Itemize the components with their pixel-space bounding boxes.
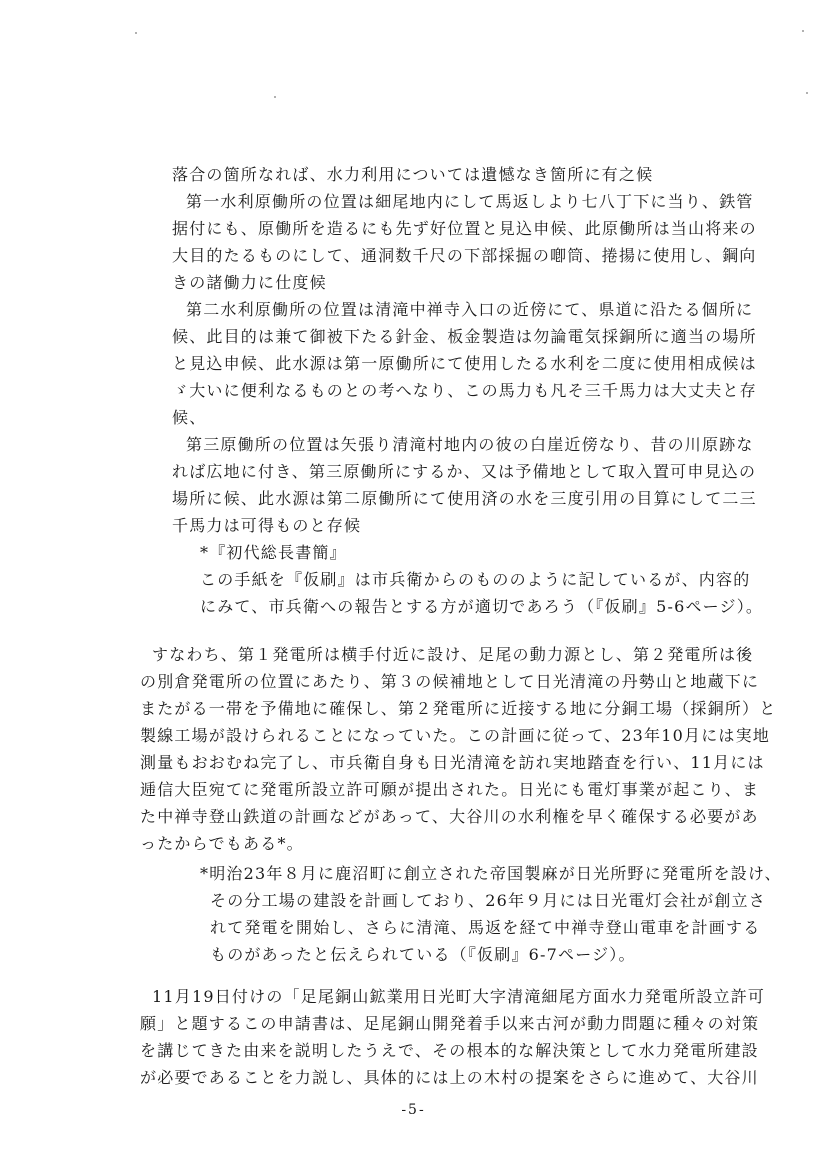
footnote-line: この手紙を『仮刷』は市兵衛からのもののように記しているが、内容的	[200, 570, 751, 589]
letter-quote-line: きの諸働力に仕度候	[172, 273, 327, 292]
body-line: が必要であることを力説し、具体的には上の木村の提案をさらに進めて、大谷川	[140, 1068, 759, 1087]
letter-quote-line: 第二水利原働所の位置は清滝中禅寺入口の近傍にて、県道に沿たる個所に	[186, 300, 754, 319]
footnote-line: ものがあったと伝えられている（『仮刷』6-7ページ）。	[210, 945, 636, 964]
letter-quote-line: 千馬力は可得ものと存候	[172, 516, 362, 535]
body-line: ったからでもある*。	[140, 834, 304, 853]
letter-quote-line: 場所に候、此水源は第二原働所にて使用済の水を三度引用の目算にして二三	[172, 489, 757, 508]
body-line: またがる一帯を予備地に確保し、第２発電所に近接する地に分銅工場（採銅所）と	[140, 699, 777, 718]
letter-quote-line: 第一水利原働所の位置は細尾地内にして馬返しより七八丁下に当り、鉄管	[186, 192, 754, 211]
footnote-line: れて発電を開始し、さらに清滝、馬返を経て中禅寺登山電車を計画する	[210, 918, 761, 937]
body-line: 測量もおおむね完了し、市兵衛自身も日光清滝を訪れ実地踏査を行い、11月には	[140, 753, 765, 772]
letter-quote-line: 候、	[172, 408, 207, 427]
body-line: を講じてきた由来を説明したうえで、その根本的な解決策として水力発電所建設	[140, 1041, 759, 1060]
letter-quote-line: ゞ大いに便利なるものとの考へなり、この馬力も凡そ三千馬力は大丈夫と存	[172, 381, 757, 400]
body-line: 製線工場が設けられることになっていた。この計画に従って、23年10月には実地	[140, 726, 770, 745]
scan-speck	[806, 92, 808, 94]
footnote-line: にみて、市兵衛への報告とする方が適切であろう（『仮刷』5-6ページ）。	[200, 597, 764, 616]
body-line: た中禅寺登山鉄道の計画などがあって、大谷川の水利権を早く確保する必要があ	[140, 807, 759, 826]
letter-quote-line: 落合の箇所なれば、水力利用については遺憾なき箇所に有之候	[172, 165, 654, 184]
body-line: の別倉発電所の位置にあたり、第３の候補地として日光清滝の丹勢山と地蔵下に	[140, 672, 760, 691]
footnote-line: *明治23年８月に鹿沼町に創立された帝国製麻が日光所野に発電所を設け、	[200, 864, 782, 883]
footnote-line: *『初代総長書簡』	[200, 543, 347, 562]
footnote-line: その分工場の建設を計画しており、26年９月には日光電灯会社が創立さ	[210, 891, 766, 910]
scan-speck	[274, 96, 276, 98]
letter-quote-line: 大目的たるものにして、通洞数千尺の下部採掘の喞筒、捲揚に使用し、鋼向	[172, 246, 757, 265]
letter-quote-line: 候、此目的は兼て御被下たる針金、板金製造は勿論電気採銅所に適当の場所	[172, 327, 757, 346]
page-number: -5-	[401, 1102, 426, 1118]
letter-quote-line: と見込申候、此水源は第一原働所にて使用したる水利を二度に使用相成候は	[172, 354, 757, 373]
letter-quote-line: 据付にも、原働所を造るにも先ず好位置と見込申候、此原働所は当山将来の	[172, 219, 757, 238]
scan-speck	[802, 30, 804, 32]
body-line: 11月19日付けの「足尾銅山鉱業用日光町大字清滝細尾方面水力発電所設立許可	[152, 987, 766, 1006]
body-line: 逓信大臣宛てに発電所設立許可願が提出された。日光にも電灯事業が起こり、ま	[140, 780, 760, 799]
scan-speck	[135, 32, 137, 34]
body-line: すなわち、第１発電所は横手付近に設け、足尾の動力源とし、第２発電所は後	[152, 645, 754, 664]
letter-quote-line: れば広地に付き、第三原働所にするか、又は予備地として取入置可申見込の	[172, 462, 757, 481]
body-line: 願」と題するこの申請書は、足尾銅山開発着手以来古河が動力問題に種々の対策	[140, 1014, 760, 1033]
letter-quote-line: 第三原働所の位置は矢張り清滝村地内の彼の白崖近傍なり、昔の川原跡な	[186, 435, 754, 454]
